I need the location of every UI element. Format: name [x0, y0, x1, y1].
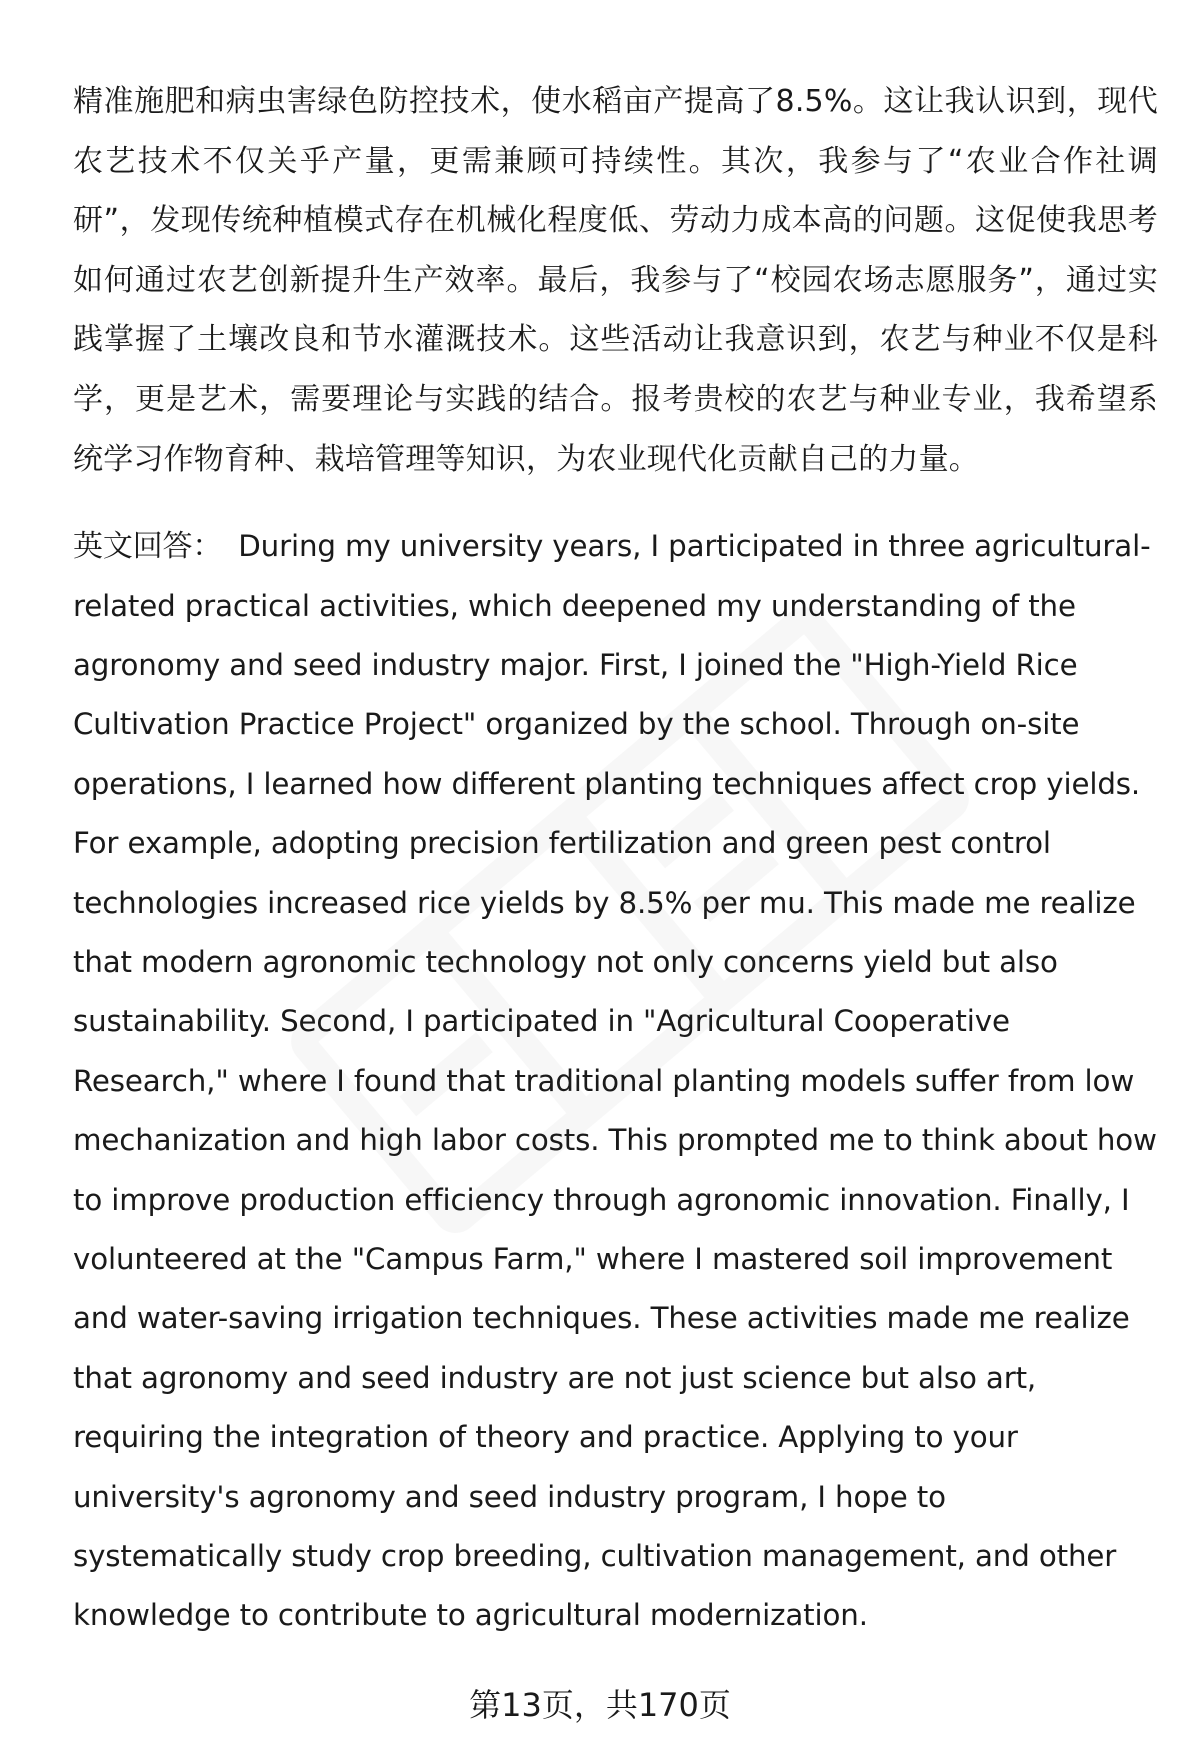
- chinese-paragraph: 精准施肥和病虫害绿色防控技术，使水稻亩产提高了8.5%。这让我认识到，现代农艺技术不仅关乎产量，更需兼顾可持续性。其次，我参与了“农业合作社调研”，发现传统种植模式存在机械化程度低、劳动力成本高的问题。这促使我思考如何通过农艺创新提升生产效率。最后，我参与了“校园农场志愿服务”，通过实践掌握了土壤改良和节水灌溉技术。这些活动让我意识到，农艺与种业不仅是科学，更是艺术，需要理论与实践的结合。报考贵校的农艺与种业专业，我希望系统学习作物育种、栽培管理等知识，为农业现代化贡献自己的力量。: [73, 84, 1158, 477]
- english-answer-text: During my university years, I participated in three agricultural-related practical activities, which deepened my understanding of the agronomy and seed industry major. First, I joined the "High-Yield Rice Cultivation Practice Project" organized by the school. Through on-site operations, I learned how different planting techniques affect crop yields. For example, adopting precision fertilization and green pest control technologies increased rice yields by 8.5% per mu. This made me realize that modern agronomic technology not only concerns yield but also sustainability. Second, I participated in "Agricultural Cooperative Research," where I found that traditional planting models suffer from low mechanization and high labor costs. This prompted me to think about how to improve production efficiency through agronomic innovation. Finally, I volunteered at the "Campus Farm," where I mastered soil improvement and water-saving irrigation techniques. These activities made me realize that agronomy and seed industry are not just science but also art, requiring the integration of theory and practice. Applying to your university's agronomy and seed industry program, I hope to systematically study crop breeding, cultivation management, and other knowledge to contribute to agricultural modernization.: [73, 529, 1157, 1633]
- english-answer-paragraph: [73, 517, 1158, 1646]
- main-content: [73, 72, 1158, 1646]
- english-answer-label: 英文回答：: [73, 529, 223, 565]
- page-number-footer: 第13页，共170页: [469, 1686, 731, 1724]
